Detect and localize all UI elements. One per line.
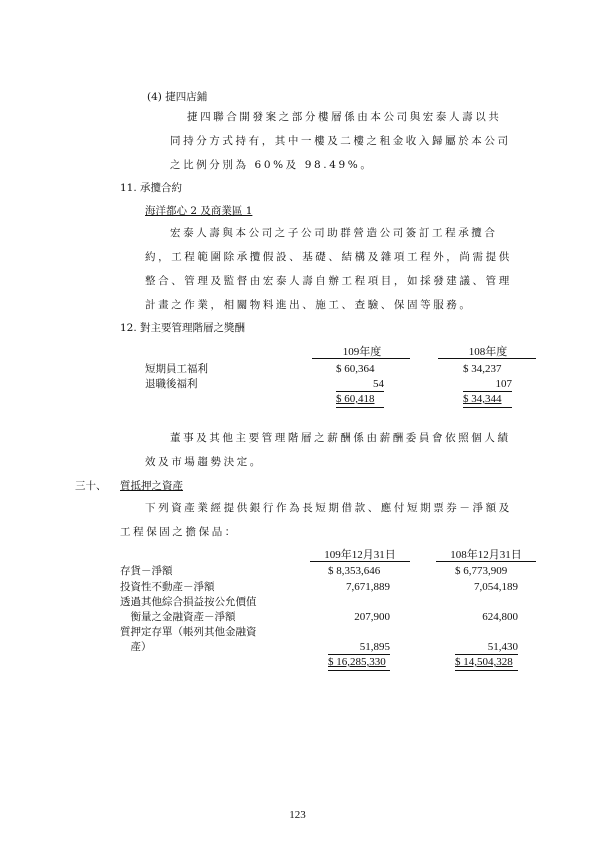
cell-value: $ 34,237 [463, 363, 502, 375]
section-11-subheading: 海洋都心 2 及商業區 1 [145, 205, 253, 217]
cell-value: $ 60,364 [336, 363, 375, 375]
cell-value: 107 [495, 378, 512, 390]
paragraph-line: 捷四聯合開發案之部分樓層係由本公司與宏泰人壽以共 [187, 111, 502, 123]
paragraph-line: 效及市場趨勢決定。 [145, 456, 263, 468]
header-rule [310, 561, 410, 562]
column-header: 109年12月31日 [324, 549, 396, 561]
paragraph-line: 之比例分別為 60%及 98.49%。 [170, 159, 374, 171]
cell-value: 207,900 [354, 611, 390, 623]
paragraph-line: 約，工程範圍除承攬假設、基礎、結構及雜項工程外，尚需提供 [145, 251, 512, 263]
paragraph-line: 下列資產業經提供銀行作為長短期借款、應付短期票券－淨額及 [145, 502, 512, 514]
cell-value: 51,895 [359, 641, 390, 653]
cell-value: 7,054,189 [474, 581, 518, 593]
cell-value: 7,671,889 [346, 581, 390, 593]
column-header: 109年度 [342, 346, 382, 358]
double-rule [455, 670, 518, 671]
header-rule [436, 561, 536, 562]
paragraph-line: 計畫之作業，相關物料進出、施工、查驗、保固等服務。 [145, 299, 473, 311]
paragraph-line: 宏泰人壽與本公司之子公司助群營造公司簽訂工程承攬合 [170, 227, 498, 239]
total-value: $ 16,285,330 [328, 656, 386, 668]
section-11-heading: 11. 承攬合約 [120, 182, 183, 194]
paragraph-line: 工程保固之擔保品： [120, 526, 238, 538]
paragraph-line: 董事及其他主要管理階層之薪酬係由薪酬委員會依照個人績 [170, 432, 511, 444]
column-header: 108年12月31日 [450, 549, 522, 561]
cell-value: 624,800 [482, 611, 518, 623]
section-30-title: 質抵押之資產 [120, 480, 183, 492]
paragraph-line: 整合、管理及監督由宏泰人壽自辦工程項目，如採發建議、管理 [145, 275, 512, 287]
cell-value: $ 6,773,909 [455, 565, 508, 577]
page-number: 123 [289, 809, 306, 821]
section-4-heading: (4) 捷四店鋪 [147, 91, 208, 103]
row-label: 產） [120, 641, 152, 653]
total-value: $ 34,344 [463, 393, 502, 405]
row-label: 短期員工福利 [145, 363, 208, 375]
section-12-heading: 12. 對主要管理階層之獎酬 [120, 322, 246, 334]
section-30-number: 三十、 [75, 480, 107, 492]
total-value: $ 14,504,328 [455, 656, 513, 668]
row-label: 退職後福利 [145, 378, 198, 390]
header-rule [438, 358, 536, 359]
double-rule [328, 670, 390, 671]
row-label: 透過其他綜合損益按公允價值 [120, 596, 257, 608]
row-label: 投資性不動產－淨額 [120, 581, 215, 593]
column-header: 108年度 [468, 346, 508, 358]
cell-value: 54 [373, 378, 384, 390]
row-label: 質押定存單（帳列其他金融資 [120, 626, 257, 638]
row-label: 存貨－淨額 [120, 565, 173, 577]
double-rule [463, 407, 512, 408]
row-label: 衡量之金融資產－淨額 [120, 611, 236, 623]
header-rule [312, 358, 410, 359]
double-rule [336, 407, 384, 408]
cell-value: $ 8,353,646 [328, 565, 381, 577]
total-value: $ 60,418 [336, 393, 375, 405]
paragraph-line: 同持分方式持有，其中一樓及二樓之租金收入歸屬於本公司 [170, 135, 511, 147]
cell-value: 51,430 [487, 641, 518, 653]
